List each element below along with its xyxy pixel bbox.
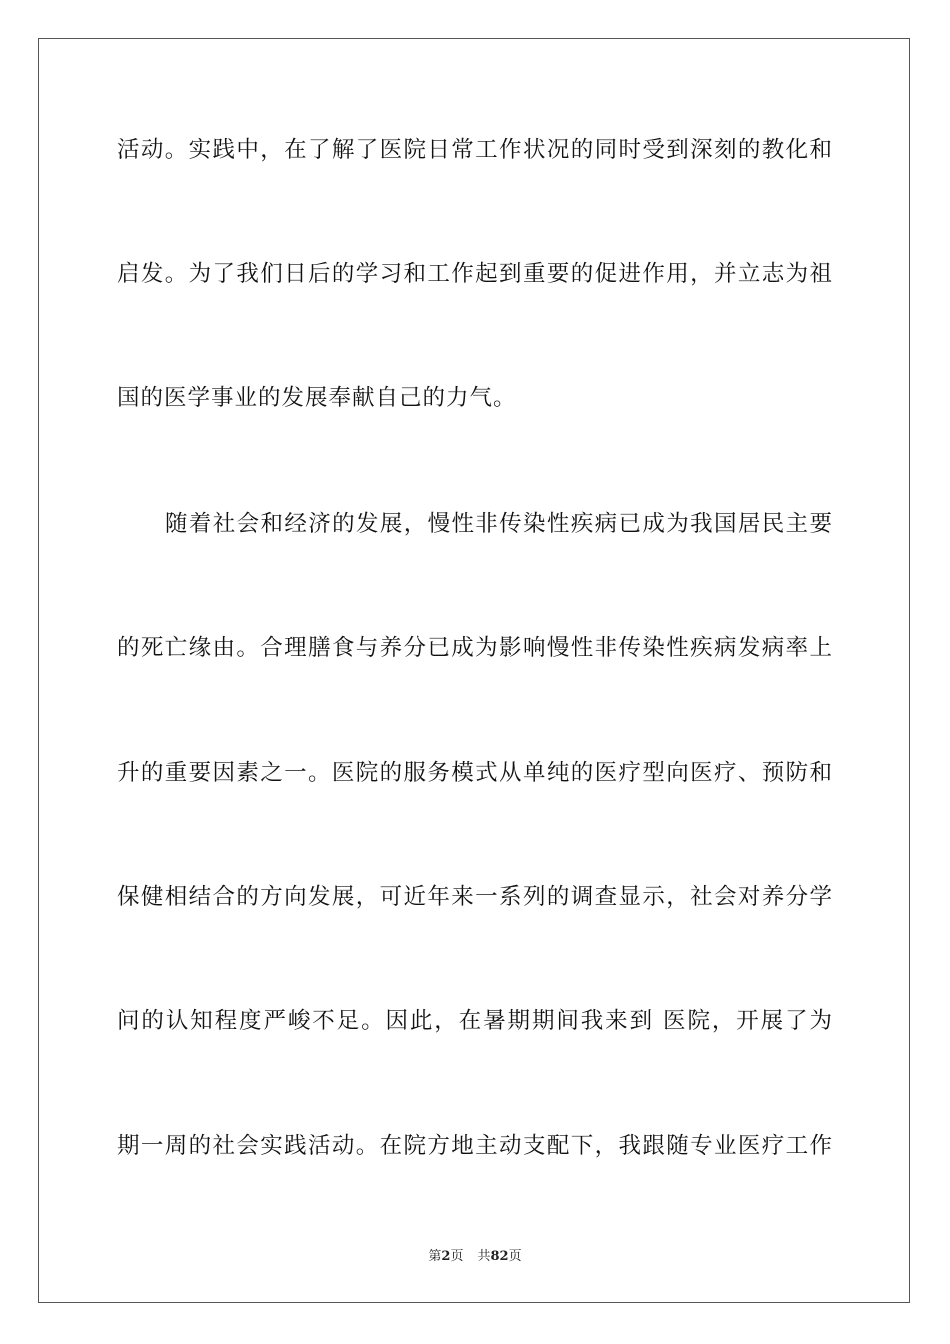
paragraph-line-7: 保健相结合的方向发展，可近年来一系列的调查显示，社会对养分学 [117,884,833,910]
page-suffix: 页 [450,1249,464,1264]
total-suffix: 页 [508,1249,522,1264]
paragraph-line-8: 问的认知程度严峻不足。因此，在暑期期间我来到 医院，开展了为 [117,1008,833,1034]
paragraph-line-1: 活动。实践中，在了解了医院日常工作状况的同时受到深刻的教化和 [117,137,833,163]
paragraph-line-4: 随着社会和经济的发展，慢性非传染性疾病已成为我国居民主要 [165,511,833,537]
paragraph-line-2: 启发。为了我们日后的学习和工作起到重要的促进作用，并立志为祖 [117,261,833,287]
paragraph-line-5: 的死亡缘由。合理膳食与养分已成为影响慢性非传染性疾病发病率上 [117,635,833,661]
page-number: 2 [441,1249,451,1264]
paragraph-line-3: 国的医学事业的发展奉献自己的力气。 [117,385,517,411]
paragraph-line-9: 期一周的社会实践活动。在院方地主动支配下，我跟随专业医疗工作 [117,1133,833,1159]
total-prefix: 共 [477,1249,491,1264]
page-border [38,38,910,1303]
total-pages: 82 [490,1249,509,1264]
paragraph-line-6: 升的重要因素之一。医院的服务模式从单纯的医疗型向医疗、预防和 [117,760,833,786]
page-footer [0,1247,950,1267]
page-prefix: 第 [428,1249,442,1264]
